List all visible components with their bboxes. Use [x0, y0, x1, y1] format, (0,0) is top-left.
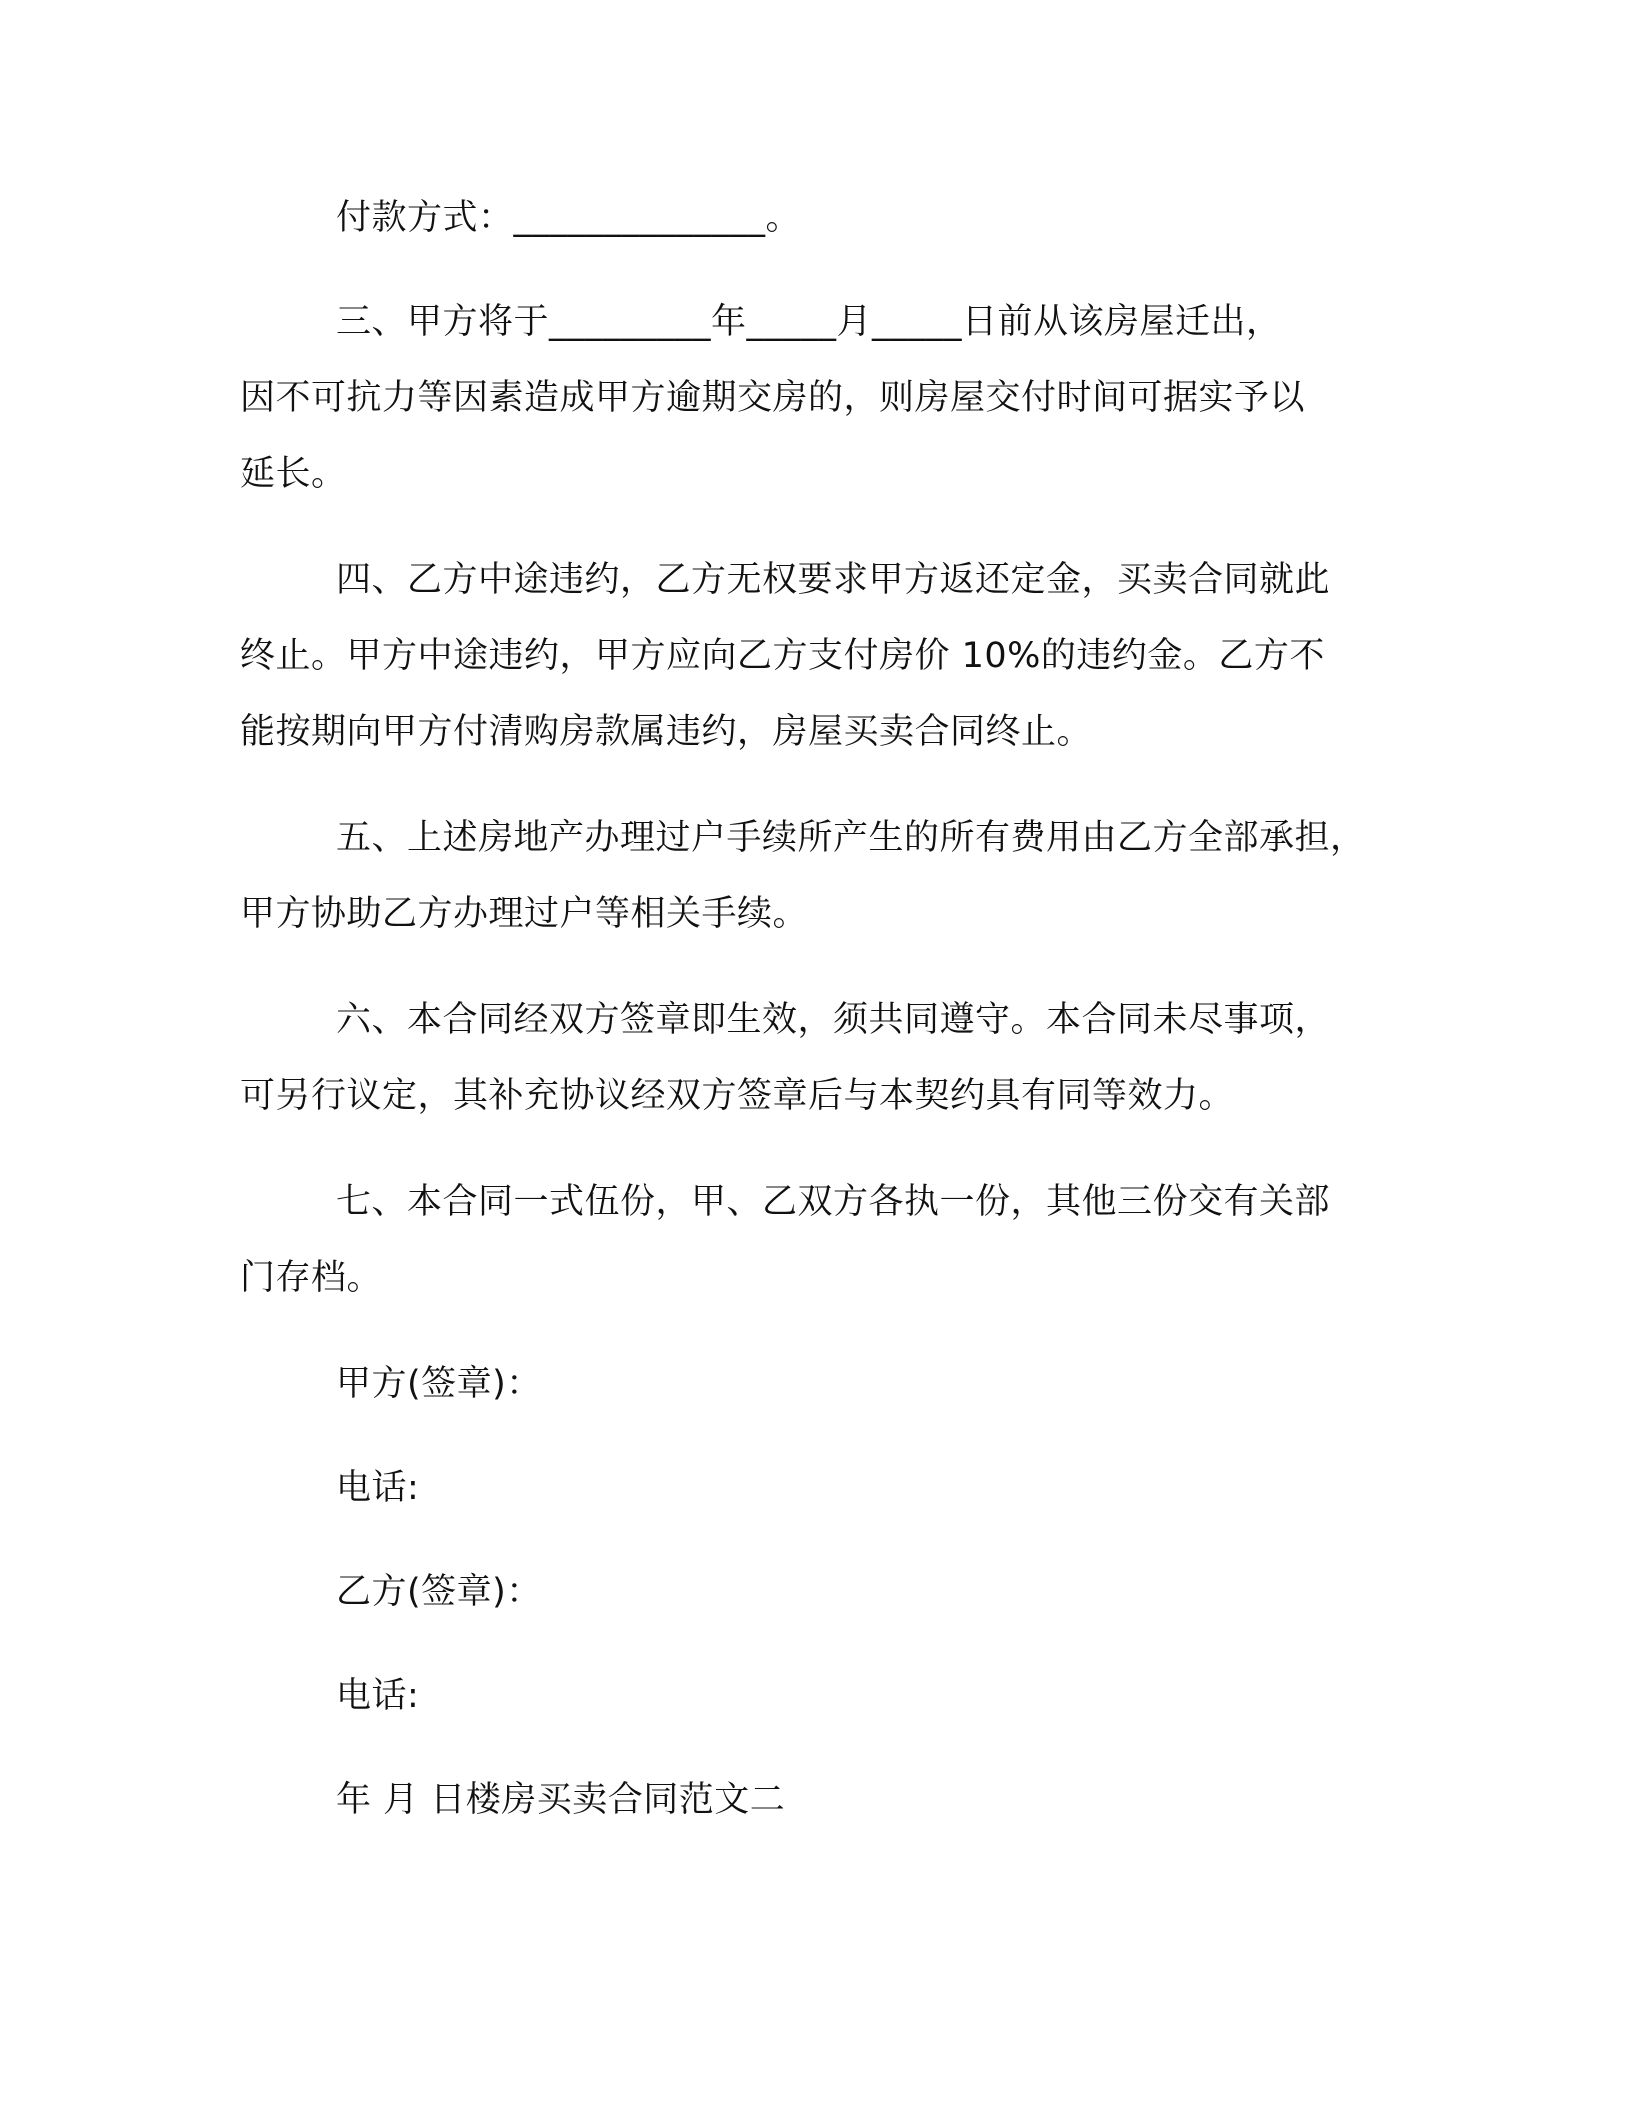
clause-7-line-1: 七、本合同一式伍份，甲、乙双方各执一份，其他三份交有关部: [336, 1182, 1331, 1222]
closing-line: 年 月 日楼房买卖合同范文二: [336, 1780, 786, 1820]
payment-method-line: 付款方式：______________。: [336, 198, 802, 238]
clause-7-line-2: 门存档。: [240, 1258, 383, 1298]
party-a-phone: 电话:: [336, 1468, 420, 1508]
clause-5-line-2: 甲方协助乙方办理过户等相关手续。: [240, 894, 809, 934]
clause-3-line-2: 因不可抗力等因素造成甲方逾期交房的，则房屋交付时间可据实予以: [240, 378, 1306, 418]
clause-4-line-3: 能按期向甲方付清购房款属违约，房屋买卖合同终止。: [240, 712, 1093, 752]
clause-4-line-2: 终止。甲方中途违约，甲方应向乙方支付房价 10%的违约金。乙方不: [240, 636, 1325, 676]
clause-3-line-1: 三、甲方将于_________年_____月_____日前从该房屋迁出，: [336, 302, 1282, 342]
party-a-signature: 甲方(签章)：: [336, 1364, 542, 1404]
party-b-signature: 乙方(签章)：: [336, 1572, 542, 1612]
party-b-phone: 电话:: [336, 1676, 420, 1716]
clause-6-line-2: 可另行议定，其补充协议经双方签章后与本契约具有同等效力。: [240, 1076, 1235, 1116]
clause-6-line-1: 六、本合同经双方签章即生效，须共同遵守。本合同未尽事项，: [336, 1000, 1331, 1040]
clause-3-line-3: 延长。: [240, 454, 347, 494]
clause-4-line-1: 四、乙方中途违约，乙方无权要求甲方返还定金，买卖合同就此: [336, 560, 1331, 600]
clause-5-line-1: 五、上述房地产办理过户手续所产生的所有费用由乙方全部承担，: [336, 818, 1366, 858]
